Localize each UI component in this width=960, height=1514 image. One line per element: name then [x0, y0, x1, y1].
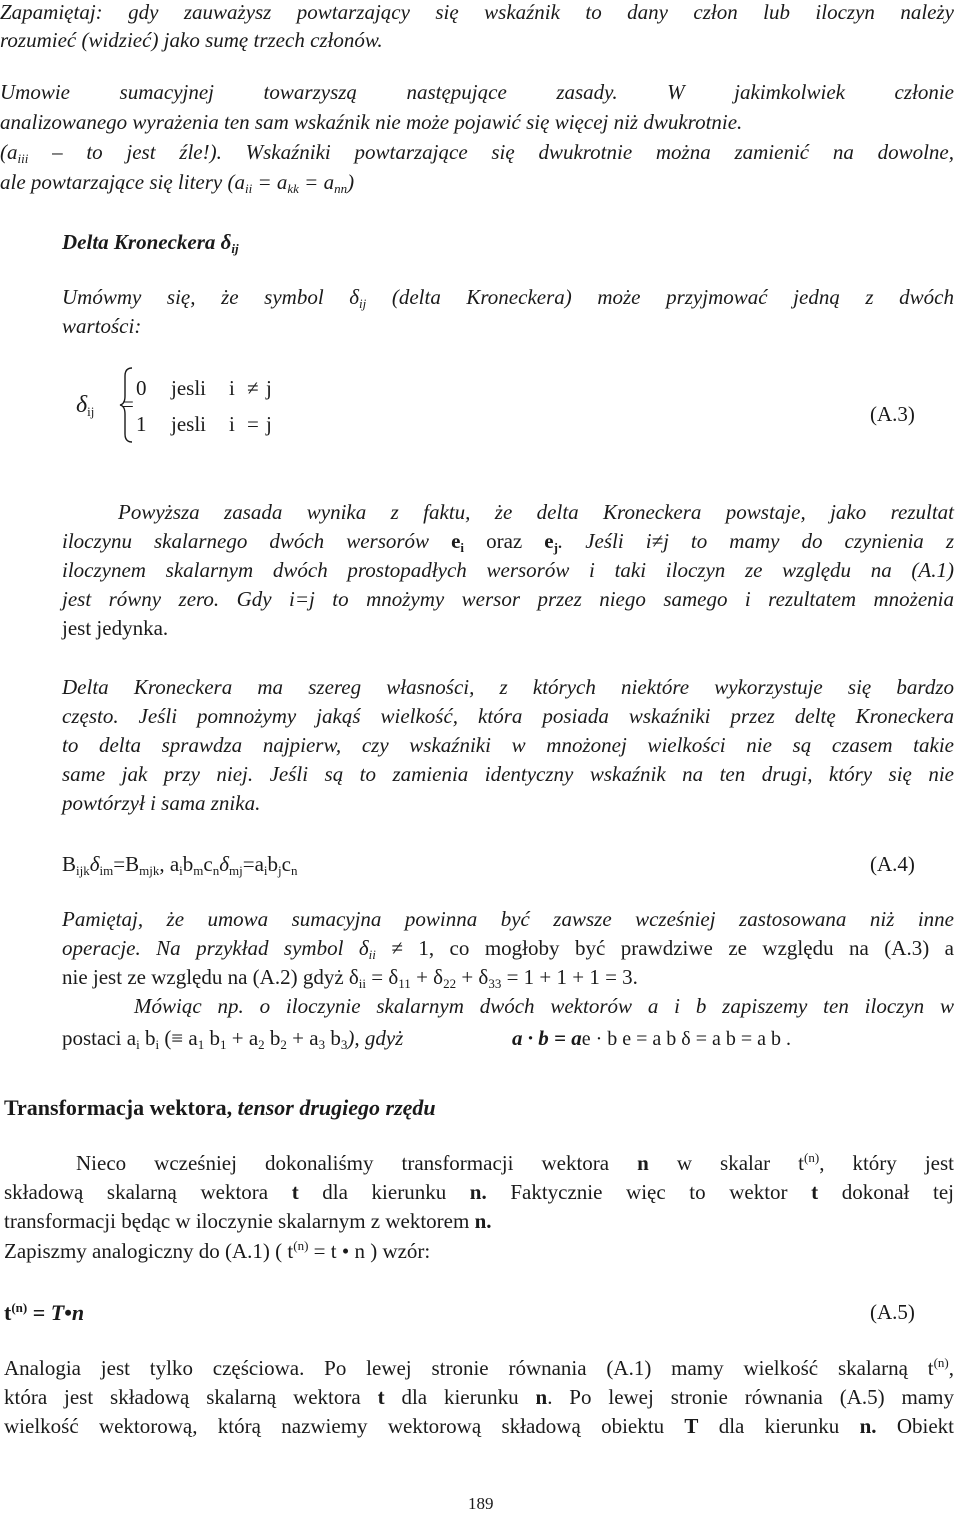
dot-product-expansion: e · b e = a b δ = a b = a b . — [581, 1028, 792, 1050]
subscript: m — [193, 863, 204, 878]
superscript: (n) — [293, 1238, 309, 1253]
text-span: postaci a — [62, 1026, 137, 1050]
subscript: mjk — [139, 863, 160, 878]
eq-symbol: c — [281, 852, 291, 876]
text-span: iloczynu skalarnego dwóch wersorów — [62, 529, 452, 553]
dot-operator: • — [64, 1300, 72, 1325]
text-line: jest jedynka. — [62, 616, 169, 640]
text-span: = a — [252, 170, 288, 194]
subscript: 1 — [219, 1037, 227, 1052]
text-span: b — [264, 1026, 281, 1050]
vector-t: t — [291, 1180, 299, 1204]
eq-op: = — [247, 412, 259, 436]
tensor-T: T — [684, 1414, 699, 1438]
heading-text: Transformacja wektora, — [4, 1095, 238, 1120]
superscript: (n) — [933, 1355, 949, 1370]
equation-label: (A.3) — [870, 402, 915, 426]
subscript: i — [460, 540, 465, 555]
text-span: . Jeśli i≠j to mamy do czynienia z — [557, 529, 955, 553]
subscript: nn — [334, 181, 348, 196]
vector-n: n. — [859, 1414, 877, 1438]
text-line: Mówiąc np. o iloczynie skalarnym dwóch wektorów a i b zapiszemy ten iloczyn w — [134, 994, 954, 1018]
equals-sign: = — [122, 392, 134, 416]
subscript: kk — [287, 181, 299, 196]
text-span: Umówmy się, że symbol δ — [62, 285, 360, 309]
vector-t: t — [4, 1300, 12, 1325]
subscript: ii — [368, 947, 376, 962]
subscript: n — [291, 863, 298, 878]
subscript: ii — [244, 181, 253, 196]
page-number: 189 — [468, 1494, 494, 1513]
eq-symbol: b — [182, 852, 194, 876]
text-span: w skalar t — [648, 1151, 805, 1175]
text-span: (≡ a — [159, 1026, 198, 1050]
text-span: = 1 + 1 + 1 = 3. — [501, 965, 638, 989]
text-span: ≠ 1, co mogłoby być prawdziwe ze względu na (A.3) a — [375, 936, 954, 960]
eq-var: i — [229, 376, 235, 400]
text-line: jest równy zero. Gdy i=j to mnożymy wersor przez niego samego i rezultatem mnożenia — [62, 587, 954, 611]
subscript: im — [99, 863, 114, 878]
text-line: Pamiętaj, że umowa sumacyjna powinna być zawsze wcześniej zastosowana niż inne — [62, 907, 954, 931]
text-span: transformacji będąc w iloczynie skalarnym z wektorem — [4, 1209, 475, 1233]
text-span: + δ — [456, 965, 489, 989]
text-span: – to jest źle!). Wskaźniki powtarzające się dwukrotnie można zamienić na dowolne, — [28, 140, 954, 164]
text-span: = δ — [366, 965, 399, 989]
vector-n: n. — [469, 1180, 487, 1204]
vector-n: n — [637, 1151, 649, 1175]
eq-symbol: b — [267, 852, 279, 876]
text-span: (a — [0, 140, 18, 164]
text-line: Zapamiętaj: gdy zauważysz powtarzający się wskaźnik to dany człon lub iloczyn należy — [0, 0, 954, 24]
heading-text: Delta Kroneckera δ — [62, 230, 232, 254]
delta-symbol: δ — [76, 392, 88, 418]
eq-var: j — [266, 376, 272, 400]
subscript: 3 — [318, 1037, 326, 1052]
text-span: + a — [226, 1026, 259, 1050]
heading-transformation — [4, 1095, 436, 1121]
text-span: , który jest — [819, 1151, 954, 1175]
eq-symbol: c — [203, 852, 213, 876]
vector-e: e — [451, 529, 461, 553]
text-line: często. Jeśli pomnożymy jakąś wielkość, która posiada wskaźniki przez deltę Kroneckera — [62, 704, 954, 728]
subscript: 11 — [398, 976, 411, 991]
text-span: dla kierunku — [698, 1414, 860, 1438]
subscript: iii — [17, 151, 29, 166]
text-line: iloczynem skalarnym dwóch prostopadłych wersorów i taki iloczyn ze względu na (A.1) — [62, 558, 954, 582]
eq-var: j — [266, 412, 272, 436]
equation-label: (A.4) — [870, 852, 915, 876]
text-line: Umowie sumacyjnej towarzyszą następujące zasady. W jakimkolwiek członie — [0, 80, 954, 104]
subscript: i — [136, 1037, 140, 1052]
text-line: rozumieć (widzieć) jako sumę trzech członów. — [0, 28, 383, 52]
subscript: j — [553, 540, 558, 555]
text-span: która jest składową skalarną wektora — [4, 1385, 378, 1409]
heading-delta-kroneckera — [62, 230, 239, 255]
subscript: 2 — [280, 1037, 287, 1052]
text-span: (delta Kroneckera) może przyjmować jedną z dwóch — [366, 285, 955, 309]
text-span: , — [948, 1356, 954, 1380]
subscript: ij — [231, 241, 239, 256]
subscript: ij — [87, 404, 95, 419]
text-span: b — [139, 1026, 156, 1050]
text-span: dla kierunku — [298, 1180, 470, 1204]
eq-symbol: δ — [219, 852, 230, 876]
text-span: . Po lewej stronie równania (A.5) mamy — [547, 1385, 954, 1409]
heading-text-italic: tensor drugiego rzędu — [237, 1095, 436, 1120]
subscript: 22 — [443, 976, 457, 991]
subscript: ii — [358, 976, 367, 991]
vector-t: t — [377, 1385, 385, 1409]
subscript: i — [263, 863, 268, 878]
eq-value: 1 — [136, 412, 147, 436]
text-span: Nieco wcześniej dokonaliśmy transformacji wektora — [76, 1151, 638, 1175]
eq-value: 0 — [136, 376, 147, 400]
equals-sign: = — [27, 1300, 51, 1325]
text-span: b — [325, 1026, 341, 1050]
text-span: ), gdyż — [347, 1026, 404, 1050]
text-line: wartości: — [62, 314, 142, 338]
subscript: 2 — [258, 1037, 265, 1052]
text-span: Faktycznie więc to wektor — [486, 1180, 812, 1204]
subscript: ij — [359, 296, 367, 311]
text-line: powtórzył i sama znika. — [62, 791, 261, 815]
tensor-T: T — [50, 1300, 65, 1325]
eq-word: jesli — [171, 412, 206, 436]
subscript: ijk — [76, 863, 90, 878]
text-span: operacje. Na przykład symbol δ — [62, 936, 369, 960]
subscript: j — [278, 863, 282, 878]
text-span: dokonał tej — [818, 1180, 954, 1204]
text-line: same jak przy niej. Jeśli są to zamienia identyczny wskaźnik na ten drugi, który się nie — [62, 762, 954, 786]
subscript: i — [179, 863, 183, 878]
equation-label: (A.5) — [870, 1300, 915, 1324]
text-span: oraz — [464, 529, 545, 553]
text-span: = t • n ) wzór: — [308, 1239, 431, 1263]
eq-op: ≠ — [247, 376, 259, 400]
text-line: Powyższa zasada wynika z faktu, że delta Kroneckera powstaje, jako rezultat — [118, 500, 954, 524]
text-span: ) — [347, 170, 355, 194]
superscript: (n) — [11, 1300, 28, 1315]
eq-symbol: =a — [242, 852, 264, 876]
text-span: ale powtarzające się litery (a — [0, 170, 245, 194]
text-span: + a — [286, 1026, 319, 1050]
subscript: 33 — [488, 976, 502, 991]
eq-word: jesli — [171, 376, 206, 400]
text-line: analizowanego wyrażenia ten sam wskaźnik nie może pojawić się więcej niż dwukrotnie. — [0, 110, 743, 134]
brace-icon — [118, 366, 134, 444]
superscript: (n) — [804, 1150, 820, 1165]
text-span: składową skalarną wektora — [4, 1180, 292, 1204]
text-span: Obiekt — [876, 1414, 955, 1438]
text-line: Delta Kroneckera ma szereg własności, z których niektóre wykorzystuje się bardzo — [62, 675, 954, 699]
eq-symbol: δ — [89, 852, 100, 876]
vector-n: n — [71, 1300, 85, 1325]
text-span: Analogia jest tylko częściowa. Po lewej stronie równania (A.1) mamy wielkość skalarną t — [4, 1356, 934, 1380]
text-span: + δ — [410, 965, 444, 989]
text-span: nie jest ze względu na (A.2) gdyż δ — [62, 965, 359, 989]
vector-t: t — [811, 1180, 819, 1204]
eq-symbol: , a — [159, 852, 180, 876]
text-span: Zapiszmy analogiczny do (A.1) ( t — [4, 1239, 294, 1263]
vector-n: n. — [474, 1209, 492, 1233]
text-span: dla kierunku — [384, 1385, 536, 1409]
dot-product-eq: a · b = a — [512, 1026, 582, 1050]
text-span: b — [204, 1026, 220, 1050]
eq-symbol: =B — [113, 852, 140, 876]
subscript: 3 — [340, 1037, 348, 1052]
eq-var: i — [229, 412, 235, 436]
text-line: to delta sprawdza najpierw, czy wskaźniki w mnożonej wielkości nie są czasem takie — [62, 733, 954, 757]
text-span: wielkość wektorową, którą nazwiemy wektorową składową obiektu — [4, 1414, 685, 1438]
subscript: mj — [229, 863, 243, 878]
text-span: = a — [298, 170, 335, 194]
eq-symbol: B — [62, 852, 77, 876]
vector-e: e — [544, 529, 554, 553]
subscript: 1 — [197, 1037, 205, 1052]
subscript: n — [212, 863, 220, 878]
vector-n: n — [535, 1385, 548, 1409]
subscript: i — [155, 1037, 160, 1052]
